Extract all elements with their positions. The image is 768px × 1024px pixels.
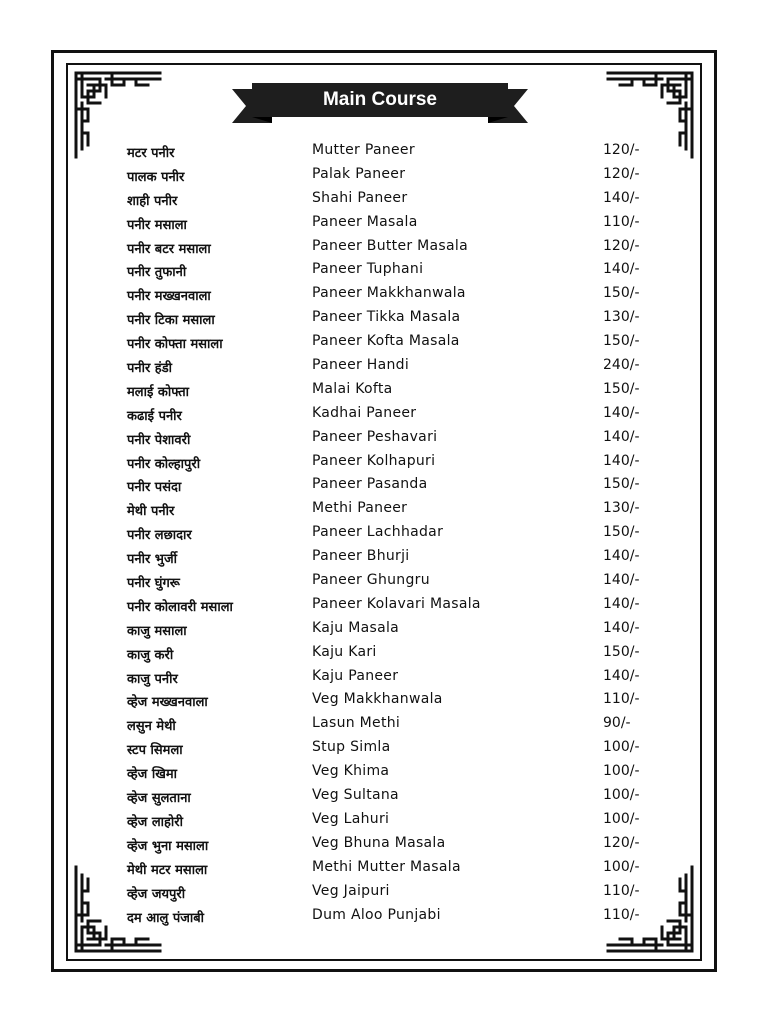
- menu-item: [0, 737, 768, 761]
- menu-item: [0, 833, 768, 857]
- menu-item: [0, 713, 768, 737]
- menu-item-price: 110/-: [603, 882, 640, 899]
- menu-item-price: 100/-: [603, 858, 640, 875]
- menu-item-hindi-name: व्हेज खिमा: [127, 767, 177, 783]
- menu-item-hindi-name: कढाई पनीर: [127, 408, 182, 424]
- menu-item-price: 140/-: [603, 572, 640, 589]
- menu-item-english-name: Veg Bhuna Masala: [312, 834, 446, 851]
- menu-item-hindi-name: काजु पनीर: [127, 671, 178, 687]
- menu-item-price: 130/-: [603, 309, 640, 326]
- menu-item-price: 100/-: [603, 739, 640, 756]
- menu-item-price: 120/-: [603, 165, 640, 182]
- menu-item-english-name: Paneer Ghungru: [312, 572, 430, 589]
- menu-item: [0, 427, 768, 451]
- menu-item: [0, 689, 768, 713]
- menu-item-hindi-name: व्हेज भुना मसाला: [127, 838, 209, 854]
- menu-item-hindi-name: शाही पनीर: [127, 193, 178, 209]
- menu-item-hindi-name: मटर पनीर: [127, 146, 175, 161]
- menu-item-price: 100/-: [603, 810, 640, 827]
- menu-item-english-name: Paneer Peshavari: [312, 428, 438, 445]
- title-banner: [232, 83, 528, 127]
- menu-item-english-name: Paneer Makkhanwala: [312, 285, 466, 302]
- menu-item-english-name: Kaju Masala: [312, 619, 400, 636]
- menu-item: [0, 546, 768, 570]
- menu-item-english-name: Malai Kofta: [312, 380, 393, 397]
- menu-item-hindi-name: पनीर भुर्जी: [127, 552, 177, 568]
- menu-item-price: 150/-: [603, 333, 640, 350]
- menu-item-hindi-name: काजु मसाला: [127, 623, 187, 639]
- menu-item: [0, 403, 768, 427]
- menu-item: [0, 451, 768, 475]
- menu-item-price: 100/-: [603, 763, 640, 780]
- menu-item-hindi-name: पालक पनीर: [127, 169, 185, 185]
- menu-item-hindi-name: व्हेज मख्खनवाला: [127, 695, 208, 711]
- menu-item-price: 150/-: [603, 524, 640, 541]
- menu-item: [0, 522, 768, 546]
- menu-item-hindi-name: स्टप सिमला: [127, 743, 183, 759]
- menu-item: [0, 857, 768, 881]
- menu-item-hindi-name: पनीर तुफानी: [127, 265, 187, 281]
- menu-item-hindi-name: पनीर कोफ्ता मसाला: [127, 337, 223, 353]
- menu-item-english-name: Kaju Paneer: [312, 667, 399, 684]
- menu-item: [0, 474, 768, 498]
- menu-item-english-name: Palak Paneer: [312, 165, 406, 182]
- menu-item-english-name: Veg Sultana: [312, 787, 399, 804]
- menu-item-price: 140/-: [603, 619, 640, 636]
- menu-item-english-name: Paneer Kolhapuri: [312, 452, 436, 469]
- menu-item-hindi-name: दम आलु पंजाबी: [127, 910, 205, 926]
- menu-item-price: 140/-: [603, 548, 640, 565]
- menu-item-english-name: Paneer Kolavari Masala: [312, 595, 481, 612]
- menu-item: [0, 307, 768, 331]
- menu-item-hindi-name: पनीर पेशावरी: [127, 432, 191, 448]
- menu-item-hindi-name: व्हेज लाहोरी: [127, 814, 183, 830]
- menu-item-hindi-name: लसुन मेथी: [127, 719, 176, 735]
- menu-item-price: 150/-: [603, 643, 640, 660]
- menu-item-price: 140/-: [603, 428, 640, 445]
- menu-item-price: 90/-: [603, 715, 631, 732]
- menu-item-hindi-name: पनीर टिका मसाला: [127, 313, 215, 329]
- menu-item-hindi-name: मेथी मटर मसाला: [127, 862, 208, 878]
- menu-item-hindi-name: व्हेज सुलताना: [127, 791, 191, 807]
- menu-item-price: 120/-: [603, 142, 640, 158]
- menu-item: [0, 164, 768, 188]
- menu-item-english-name: Paneer Tikka Masala: [312, 309, 461, 326]
- menu-item-english-name: Paneer Handi: [312, 357, 410, 374]
- menu-item: [0, 594, 768, 618]
- menu-item-price: 150/-: [603, 380, 640, 397]
- menu-item-english-name: Kadhai Paneer: [312, 404, 417, 421]
- menu-item-price: 100/-: [603, 787, 640, 804]
- menu-item-english-name: Methi Mutter Masala: [312, 858, 461, 875]
- menu-item: [0, 570, 768, 594]
- menu-item-english-name: Mutter Paneer: [312, 142, 415, 158]
- menu-item-price: 150/-: [603, 285, 640, 302]
- menu-list: [0, 140, 768, 928]
- menu-item-hindi-name: पनीर मख्खनवाला: [127, 289, 211, 305]
- menu-item-price: 150/-: [603, 476, 640, 493]
- menu-item-hindi-name: पनीर हंडी: [127, 361, 173, 377]
- menu-item-english-name: Methi Paneer: [312, 500, 408, 517]
- menu-item-english-name: Veg Lahuri: [312, 810, 390, 827]
- menu-item: [0, 761, 768, 785]
- menu-item-english-name: Stup Simla: [312, 739, 391, 756]
- menu-item-english-name: Paneer Masala: [312, 213, 418, 230]
- menu-item-english-name: Paneer Butter Masala: [312, 237, 468, 254]
- menu-item: [0, 236, 768, 260]
- menu-item-price: 110/-: [603, 906, 640, 923]
- menu-item: [0, 666, 768, 690]
- menu-item: [0, 283, 768, 307]
- menu-item-hindi-name: पनीर बटर मसाला: [127, 241, 211, 257]
- menu-item-hindi-name: मलाई कोफ्ता: [127, 384, 189, 400]
- menu-item: [0, 331, 768, 355]
- menu-item-price: 130/-: [603, 500, 640, 517]
- menu-item-hindi-name: पनीर मसाला: [127, 217, 187, 233]
- menu-item-english-name: Dum Aloo Punjabi: [312, 906, 441, 923]
- page-title: Main Course: [322, 89, 438, 110]
- menu-item: [0, 188, 768, 212]
- menu-item-price: 140/-: [603, 404, 640, 421]
- menu-item-english-name: Paneer Bhurji: [312, 548, 410, 565]
- menu-item-price: 140/-: [603, 261, 640, 278]
- menu-item-hindi-name: पनीर कोलावरी मसाला: [127, 599, 233, 615]
- menu-item: [0, 355, 768, 379]
- menu-item-price: 120/-: [603, 237, 640, 254]
- menu-item-english-name: Shahi Paneer: [312, 189, 408, 206]
- menu-item: [0, 642, 768, 666]
- menu-item-price: 240/-: [603, 357, 640, 374]
- menu-item: [0, 618, 768, 642]
- menu-item: [0, 785, 768, 809]
- menu-item-hindi-name: मेथी पनीर: [127, 504, 175, 520]
- menu-item-hindi-name: पनीर घुंगरू: [127, 576, 180, 592]
- menu-item-english-name: Veg Khima: [312, 763, 390, 780]
- menu-item-english-name: Paneer Lachhadar: [312, 524, 444, 541]
- menu-item: [0, 140, 768, 164]
- menu-item: [0, 905, 768, 929]
- menu-item-english-name: Paneer Kofta Masala: [312, 333, 460, 350]
- menu-item-hindi-name: पनीर कोल्हापुरी: [127, 456, 201, 472]
- menu-item-hindi-name: पनीर लछादार: [127, 528, 192, 544]
- menu-item-english-name: Kaju Kari: [312, 643, 377, 660]
- menu-item-price: 110/-: [603, 213, 640, 230]
- menu-item-price: 110/-: [603, 691, 640, 708]
- menu-item-price: 120/-: [603, 834, 640, 851]
- menu-item: [0, 809, 768, 833]
- menu-item-english-name: Veg Makkhanwala: [312, 691, 443, 708]
- menu-item: [0, 212, 768, 236]
- menu-item-english-name: Paneer Tuphani: [312, 261, 424, 278]
- menu-item-english-name: Veg Jaipuri: [312, 882, 390, 899]
- menu-item-price: 140/-: [603, 595, 640, 612]
- menu-item-hindi-name: व्हेज जयपुरी: [127, 886, 186, 902]
- menu-item-english-name: Lasun Methi: [312, 715, 401, 732]
- menu-item-hindi-name: काजु करी: [127, 647, 174, 663]
- menu-item-price: 140/-: [603, 452, 640, 469]
- menu-item-english-name: Paneer Pasanda: [312, 476, 428, 493]
- menu-item: [0, 379, 768, 403]
- menu-item: [0, 881, 768, 905]
- menu-item: [0, 498, 768, 522]
- menu-item-price: 140/-: [603, 189, 640, 206]
- menu-item-price: 140/-: [603, 667, 640, 684]
- menu-item-hindi-name: पनीर पसंदा: [127, 480, 182, 496]
- menu-item: [0, 259, 768, 283]
